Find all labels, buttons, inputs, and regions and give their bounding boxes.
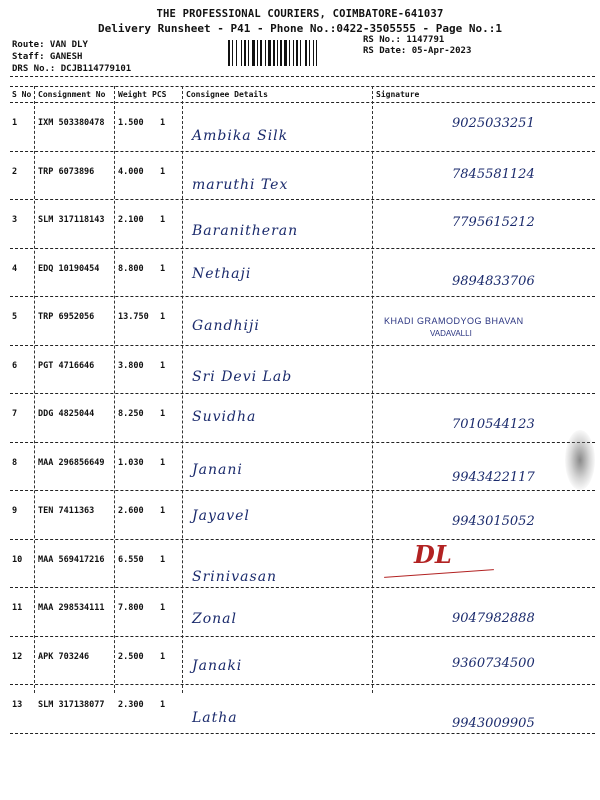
rs-number: RS No.: 1147791	[363, 35, 445, 45]
row-consignment-no: MAA 569417216	[38, 554, 105, 565]
row-weight: 8.250	[118, 409, 144, 419]
row-divider	[10, 442, 595, 443]
row-weight: 6.550	[118, 554, 144, 565]
row-weight: 4.000	[118, 166, 144, 177]
row-weight: 2.100	[118, 215, 144, 225]
row-divider	[10, 636, 595, 637]
ink-smudge	[565, 430, 595, 490]
column-divider	[34, 86, 35, 693]
row-pcs: 1	[160, 118, 166, 128]
rs-date: RS Date: 05-Apr-2023	[363, 46, 472, 56]
row-consignment-no: PGT 4716646	[38, 360, 95, 371]
col-header-weight: Weight	[118, 90, 147, 99]
divider	[10, 102, 595, 103]
row-consignee: Srinivasan	[192, 568, 278, 585]
row-divider	[10, 151, 595, 152]
row-divider	[10, 248, 595, 249]
staff-label: Staff: GANESH	[12, 52, 83, 62]
row-weight: 3.800	[118, 360, 144, 371]
row-consignee: Ambika Silk	[192, 128, 289, 144]
row-consignee: Janaki	[192, 657, 243, 674]
dl-mark: DL	[414, 540, 452, 569]
row-weight: 1.030	[118, 457, 144, 468]
row-signature-phone: 9943422117	[452, 469, 535, 485]
row-pcs: 1	[160, 603, 166, 613]
row-pcs: 1	[160, 360, 166, 371]
row-consignee: Sri Devi Lab	[192, 368, 293, 385]
row-pcs: 1	[160, 651, 166, 662]
row-consignment-no: IXM 503380478	[38, 118, 105, 128]
row-weight: 8.800	[118, 263, 144, 274]
col-header-signature: Signature	[376, 90, 420, 99]
route-label: Route: VAN DLY	[12, 40, 88, 50]
row-pcs: 1	[160, 312, 166, 322]
row-signature-phone: 9943009905	[452, 716, 535, 731]
row-weight: 2.300	[118, 700, 144, 710]
dl-underline	[384, 569, 494, 578]
row-sno: 5	[12, 312, 18, 322]
row-consignee: Jayavel	[192, 508, 250, 524]
row-consignment-no: APK 703246	[38, 651, 90, 662]
runsheet-title: Delivery Runsheet - P41 - Phone No.:0422-3505555 - Page No.:1	[98, 22, 502, 35]
row-pcs: 1	[160, 166, 166, 177]
row-consignee: Janani	[192, 461, 243, 478]
stamp-line-2: VADAVALLI	[430, 329, 472, 338]
row-consignment-no: MAA 298534111	[38, 603, 105, 613]
row-signature-phone: 9047982888	[452, 611, 535, 626]
col-header-pcs: PCS	[152, 90, 167, 99]
row-pcs: 1	[160, 215, 166, 225]
col-header-consignment: Consignment No	[38, 90, 106, 99]
row-pcs: 1	[160, 700, 166, 710]
divider	[10, 76, 595, 77]
row-consignment-no: SLM 317118143	[38, 215, 105, 225]
row-pcs: 1	[160, 263, 166, 274]
row-sno: 11	[12, 603, 23, 613]
row-consignee: maruthi Tex	[192, 176, 289, 193]
row-weight: 1.500	[118, 118, 144, 128]
column-divider	[372, 86, 373, 693]
row-weight: 7.800	[118, 603, 144, 613]
row-consignee: Nethaji	[192, 265, 252, 282]
divider	[10, 86, 595, 87]
row-divider	[10, 296, 595, 297]
row-divider	[10, 733, 595, 734]
row-divider	[10, 490, 595, 491]
row-consignment-no: MAA 296856649	[38, 457, 105, 468]
row-consignee: Baranitheran	[192, 223, 299, 239]
row-sno: 6	[12, 360, 18, 371]
row-sno: 3	[12, 215, 18, 225]
row-signature-phone: 9025033251	[452, 116, 535, 131]
row-consignment-no: EDQ 10190454	[38, 263, 100, 274]
row-pcs: 1	[160, 457, 166, 468]
row-consignee: Suvidha	[192, 409, 257, 425]
stamp-line-1: KHADI GRAMODYOG BHAVAN	[384, 316, 524, 326]
col-header-sno: S No	[12, 90, 32, 99]
barcode-icon	[228, 40, 360, 66]
row-sno: 13	[12, 700, 23, 710]
row-divider	[10, 199, 595, 200]
col-header-consignee: Consignee Details	[186, 90, 268, 99]
row-consignee: Latha	[192, 710, 238, 726]
row-consignee: Zonal	[192, 611, 237, 627]
row-signature-phone: 9360734500	[452, 655, 535, 671]
row-pcs: 1	[160, 506, 166, 516]
row-consignment-no: TRP 6073896	[38, 166, 95, 177]
row-divider	[10, 587, 595, 588]
row-signature-phone: 9894833706	[452, 273, 535, 289]
row-sno: 2	[12, 166, 18, 177]
row-consignment-no: DDG 4825044	[38, 409, 95, 419]
row-weight: 2.600	[118, 506, 144, 516]
row-signature-phone: 7845581124	[452, 166, 535, 182]
row-sno: 12	[12, 651, 23, 662]
row-signature-phone: 7795615212	[452, 215, 535, 230]
row-pcs: 1	[160, 554, 166, 565]
row-pcs: 1	[160, 409, 166, 419]
row-divider	[10, 393, 595, 394]
row-sno: 8	[12, 457, 18, 468]
row-weight: 13.750	[118, 312, 149, 322]
row-sno: 1	[12, 118, 18, 128]
khadi-stamp	[384, 316, 524, 338]
company-header: THE PROFESSIONAL COURIERS, COIMBATORE-641037	[156, 8, 444, 20]
row-sno: 4	[12, 263, 18, 274]
drs-number: DRS No.: DCJB114779101	[12, 64, 132, 74]
row-divider	[10, 684, 595, 685]
row-sno: 7	[12, 409, 18, 419]
column-divider	[182, 86, 183, 693]
row-sno: 9	[12, 506, 18, 516]
row-sno: 10	[12, 554, 23, 565]
row-divider	[10, 539, 595, 540]
column-divider	[114, 86, 115, 693]
row-consignment-no: SLM 317138077	[38, 700, 105, 710]
row-consignment-no: TRP 6952056	[38, 312, 95, 322]
row-consignee: Gandhiji	[192, 318, 260, 334]
row-divider	[10, 345, 595, 346]
row-consignment-no: TEN 7411363	[38, 506, 95, 516]
row-signature-phone: 9943015052	[452, 514, 535, 529]
row-signature-phone: 7010544123	[452, 417, 535, 432]
row-weight: 2.500	[118, 651, 144, 662]
